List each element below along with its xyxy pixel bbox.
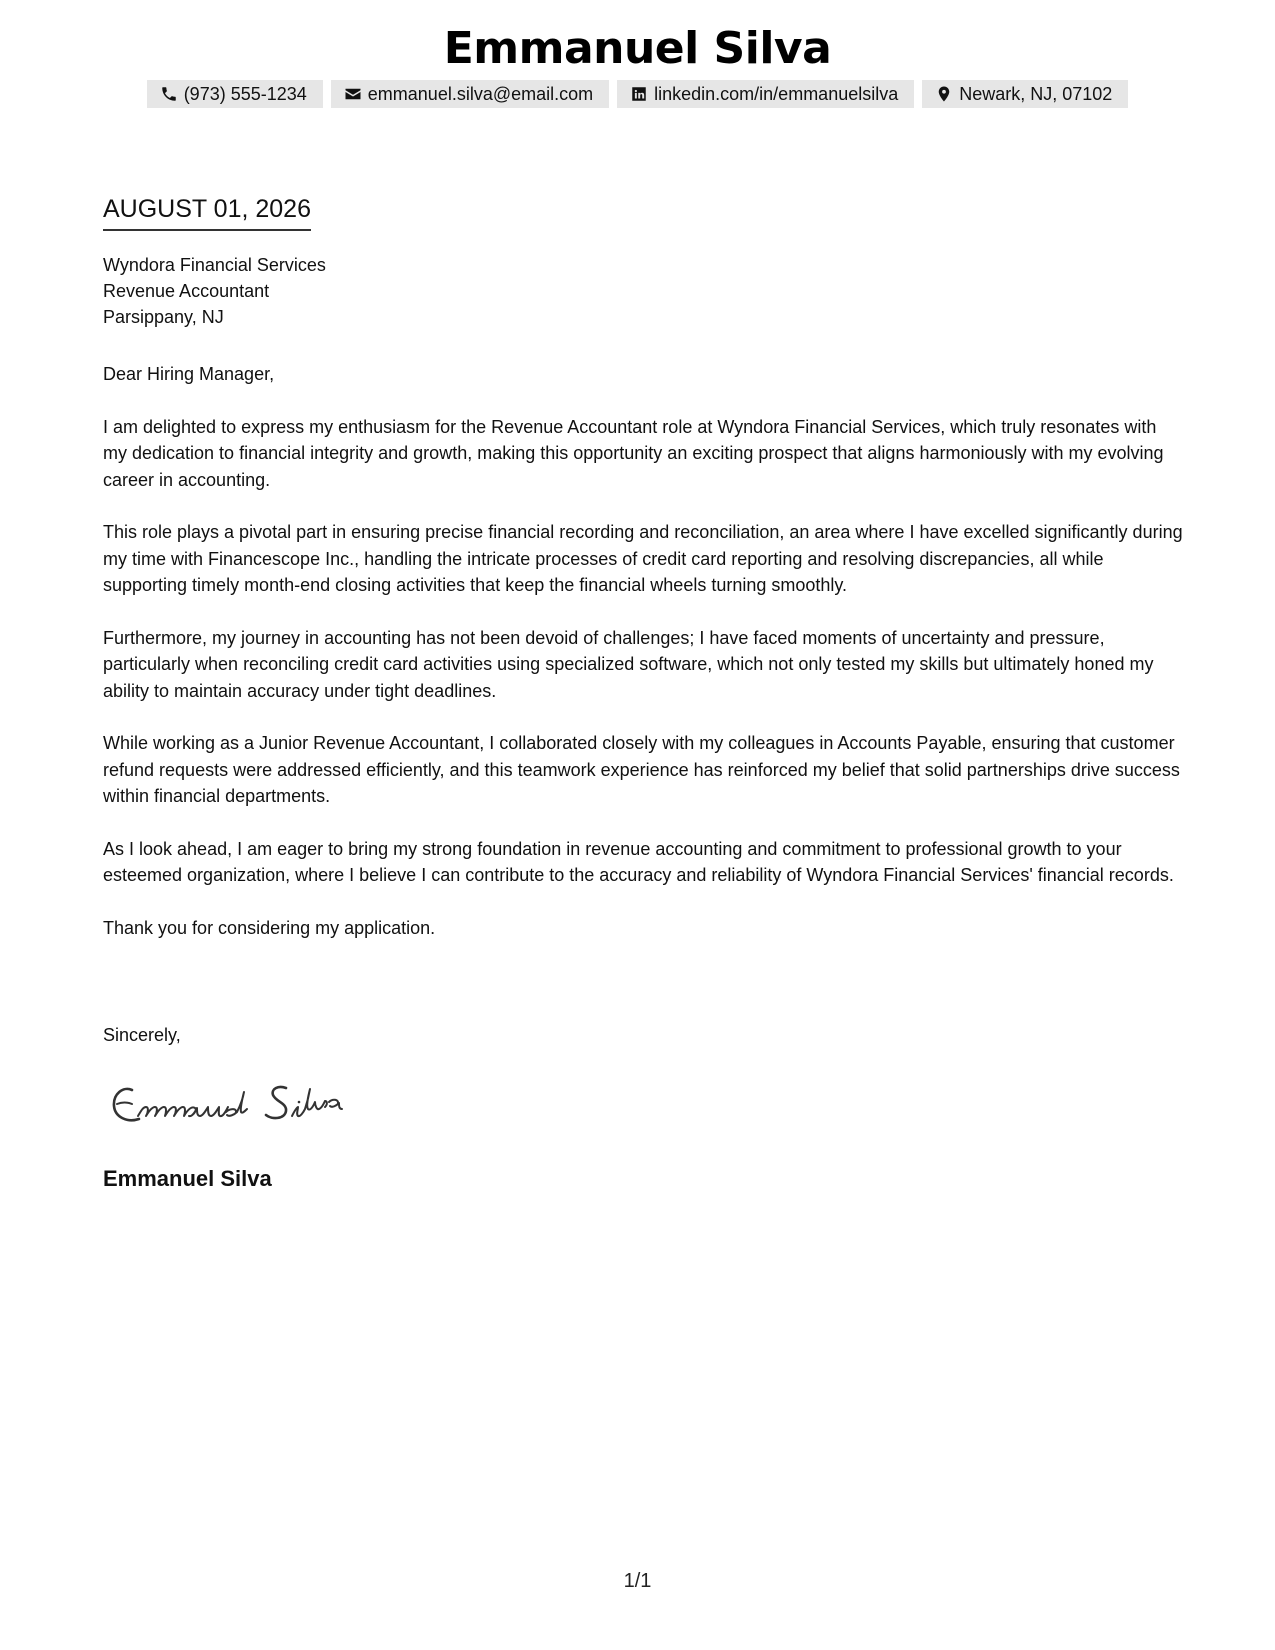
linkedin-icon	[630, 85, 648, 103]
body-paragraph: This role plays a pivotal part in ensuring precise financial recording and reconciliation, an area where I have excelled significantly during my time with Financescope Inc., handling the intricate processes of credit card reporting and resolving discrepancies, all while supporting timely month-end closing activities that keep the financial wheels turning smoothly.	[103, 522, 1183, 595]
closing-line: Sincerely,	[103, 1025, 181, 1045]
body-paragraph: As I look ahead, I am eager to bring my strong foundation in revenue accounting and commitment to professional growth to your esteemed organization, where I believe I can contribute to the accuracy and reliability of Wyndora Financial Services' financial records.	[103, 838, 1174, 885]
contact-location	[922, 80, 1128, 108]
contact-linkedin-text: linkedin.com/in/emmanuelsilva	[654, 83, 899, 104]
letter-body	[103, 361, 1183, 967]
envelope-icon	[344, 85, 362, 103]
contact-phone	[147, 80, 323, 108]
salutation: Dear Hiring Manager,	[103, 364, 275, 384]
contact-location-text: Newark, NJ, 07102	[959, 83, 1113, 104]
page-number: 1/1	[623, 1570, 652, 1592]
handwritten-signature	[108, 1076, 368, 1134]
recipient-block	[103, 252, 326, 330]
body-paragraph: Thank you for considering my application.	[103, 917, 436, 938]
recipient-location: Parsippany, NJ	[103, 307, 224, 327]
body-paragraph: I am delighted to express my enthusiasm for the Revenue Accountant role at Wyndora Financial Services, which truly resonates with my dedication to financial integrity and growth, making this opportunity an exciting prospect that aligns harmoniously with my evolving career in accounting.	[103, 416, 1164, 490]
recipient-role: Revenue Accountant	[103, 281, 270, 301]
location-pin-icon	[935, 85, 953, 103]
contact-email	[331, 80, 609, 108]
contact-phone-text: (973) 555-1234	[183, 83, 307, 104]
phone-icon	[160, 85, 178, 103]
body-paragraph: While working as a Junior Revenue Accountant, I collaborated closely with my colleagues in Accounts Payable, ensuring that customer refund requests were addressed efficiently, and this teamwork experience has reinforced my belief that solid partnerships drive success within financial departments.	[103, 733, 1180, 806]
signer-name: Emmanuel Silva	[103, 1166, 272, 1191]
contact-info-bar	[0, 80, 1275, 108]
applicant-name-heading: Emmanuel Silva	[443, 23, 832, 74]
contact-linkedin	[617, 80, 914, 108]
contact-email-text: emmanuel.silva@email.com	[367, 83, 594, 104]
letter-date: AUGUST 01, 2026	[103, 193, 311, 231]
body-paragraph: Furthermore, my journey in accounting has not been devoid of challenges; I have faced moments of uncertainty and pressure, particularly when reconciling credit card activities using specialized software, which not only tested my skills but ultimately honed my ability to maintain accuracy under tight deadlines.	[103, 627, 1154, 701]
recipient-company: Wyndora Financial Services	[103, 255, 326, 275]
